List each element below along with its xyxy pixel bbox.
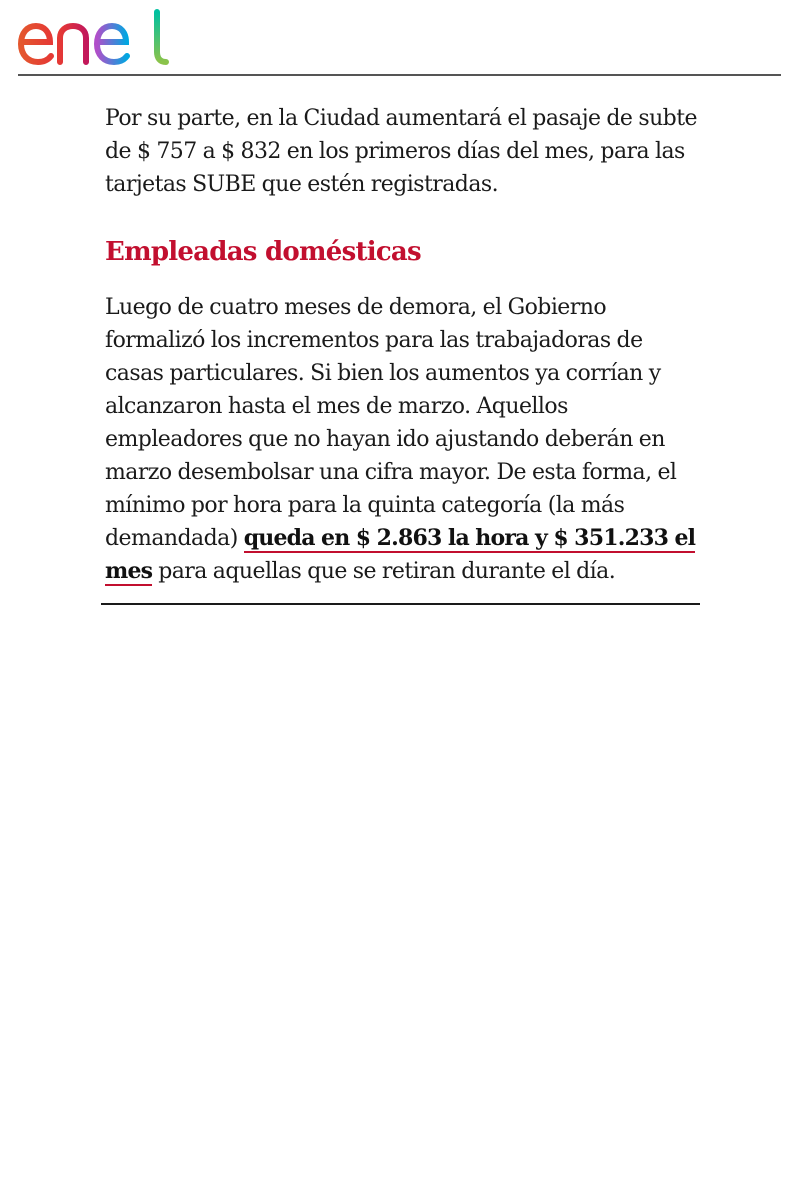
site-header — [0, 0, 800, 76]
paragraph-text: para aquellas que se retiran durante el día. — [152, 559, 616, 584]
salary-link[interactable]: queda en $ 2.863 la hora y $ 351.233 el mes — [105, 525, 696, 584]
article-paragraph: Por su parte, en la Ciudad aumentará el pasaje de subte de $ 757 a $ 832 en los primeros días del mes, para las tarjetas SUBE que estén registradas. — [105, 106, 697, 197]
article-body — [105, 102, 705, 584]
enel-logo[interactable] — [16, 8, 172, 68]
section-heading: Empleadas domésticas — [105, 237, 421, 267]
paragraph-text: Luego de cuatro meses de demora, el Gobierno formalizó los incrementos para las trabajadoras de casas particulares. Si bien los aumentos ya corrían y alcanzaron hasta el mes de marzo. Aquellos empleadores que no hayan ido ajustando deberán en marzo desembolsar una cifra mayor. De esta forma, el mínimo por hora para la quinta categoría (la más demandada) — [105, 295, 677, 551]
article-divider — [101, 603, 700, 605]
article-paragraph — [105, 291, 705, 588]
header-divider — [18, 74, 781, 76]
